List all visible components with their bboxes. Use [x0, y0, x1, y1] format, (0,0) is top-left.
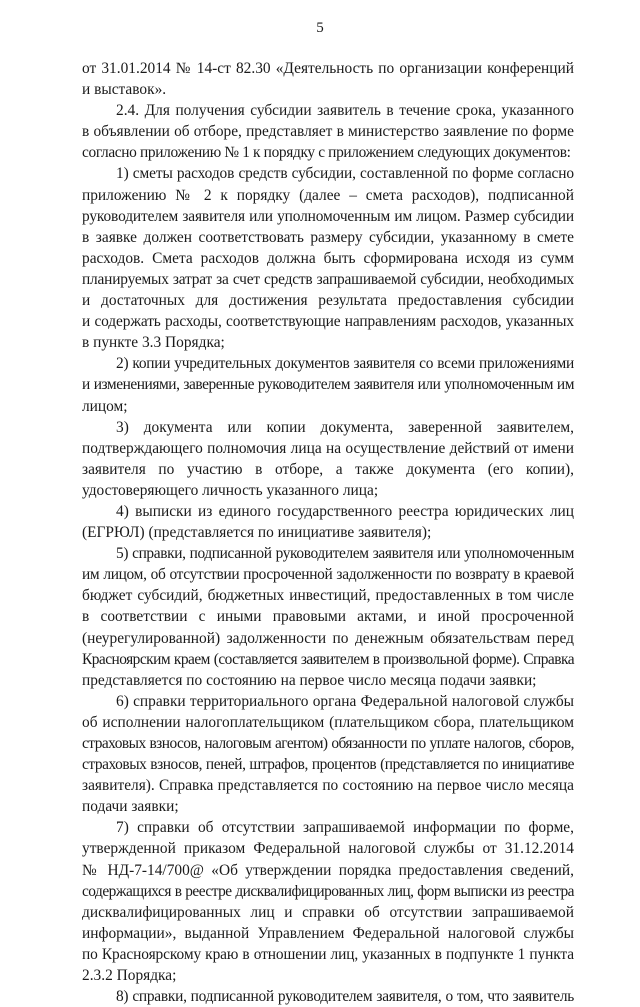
- text-line: 2.3.2 Порядка;: [82, 967, 177, 985]
- text-line: в объявлении об отборе, представляет в министерство заявление по форме: [82, 123, 574, 141]
- text-line: от 31.01.2014 № 14-ст 82.30 «Деятельность по организации конференций: [82, 60, 574, 77]
- text-line: приложению № 2 к порядку (далее – смета расходов), подписанной: [82, 186, 574, 204]
- text-line: № НД-7-14/700@ «Об утверждении порядка предоставления сведений,: [82, 861, 574, 879]
- text-line: подтверждающего полномочия лица на осуществление действий от имени: [82, 439, 574, 457]
- text-line: дисквалифицированных лиц и справки об отсутствии запрашиваемой: [82, 903, 574, 921]
- text-line: 6) справки территориального органа Федеральной налоговой службы: [116, 692, 574, 710]
- text-line: и достаточных для достижения результата предоставления субсидии: [82, 292, 574, 310]
- text-line: 7) справки об отсутствии запрашиваемой информации по форме,: [116, 819, 574, 837]
- text-line: заявителя по участию в отборе, а также документа (его копии),: [82, 460, 574, 478]
- text-line: подачи заявки;: [82, 798, 179, 816]
- text-line: об исполнении налогоплательщиком (плательщиком сбора, плательщиком: [82, 713, 574, 731]
- text-line: лицом;: [82, 397, 128, 415]
- text-line: руководителем заявителя или уполномоченным им лицом. Размер субсидии: [82, 207, 574, 225]
- text-line: заявителя). Справка представляется по состоянию на первое число месяца: [82, 777, 574, 795]
- text-line: содержащихся в реестре дисквалифицированных лиц, форм выписки из реестра: [82, 882, 574, 900]
- text-line: представляется по состоянию на первое число месяца подачи заявки;: [82, 671, 537, 689]
- text-line: 4) выписки из единого государственного реестра юридических лиц: [116, 502, 574, 520]
- text-line: 8) справки, подписанной руководителем заявителя, о том, что заявитель: [116, 988, 574, 1006]
- text-line: и выставок».: [82, 81, 167, 99]
- text-line: 2) копии учредительных документов заявителя со всеми приложениями: [116, 355, 574, 373]
- text-line: и содержать расходы, соответствующие направлениям расходов, указанных: [82, 313, 574, 331]
- text-line: в соответствии с иными правовыми актами, и иной просроченной: [82, 608, 574, 626]
- text-line: в заявке должен соответствовать размеру субсидии, указанному в смете: [82, 228, 574, 246]
- text-line: согласно приложению № 1 к порядку с приложением следующих документов:: [82, 144, 571, 162]
- page-number: 5: [316, 20, 324, 36]
- document-body: [82, 58, 574, 1007]
- text-line: (ЕГРЮЛ) (представляется по инициативе заявителя);: [82, 524, 432, 542]
- text-line: расходов. Смета расходов должна быть сформирована исходя из сумм: [82, 249, 574, 267]
- text-line: (неурегулированной) задолженности по денежным обязательствам перед: [82, 629, 574, 647]
- text-line: страховых взносов, налоговым агентом) обязанности по уплате налогов, сборов,: [82, 735, 574, 752]
- text-line: по Красноярскому краю в отношении лиц, указанных в подпункте 1 пункта: [82, 945, 574, 963]
- text-line: информации», выданной Управлением Федеральной налоговой службы: [82, 924, 574, 942]
- text-line: и изменениями, заверенные руководителем заявителя или уполномоченным им: [82, 376, 574, 394]
- text-line: страховых взносов, пеней, штрафов, процентов (представляется по инициативе: [82, 756, 574, 774]
- text-line: 5) справки, подписанной руководителем заявителя или уполномоченным: [116, 545, 574, 563]
- text-line: 3) документа или копии документа, заверенной заявителем,: [116, 418, 574, 436]
- text-line: планируемых затрат за счет средств запрашиваемой субсидии, необходимых: [82, 270, 574, 288]
- text-line: Красноярским краем (составляется заявителем в произвольной форме). Справка: [82, 650, 574, 668]
- text-line: бюджет субсидий, бюджетных инвестиций, предоставленных в том числе: [82, 587, 574, 605]
- text-line: 1) сметы расходов средств субсидии, составленной по форме согласно: [116, 165, 574, 183]
- text-line: им лицом, об отсутствии просроченной задолженности по возврату в краевой: [82, 566, 574, 584]
- text-line: 2.4. Для получения субсидии заявитель в течение срока, указанного: [116, 102, 574, 120]
- text-line: удостоверяющего личность указанного лица;: [82, 481, 379, 499]
- text-line: в пункте 3.3 Порядка;: [82, 334, 225, 352]
- text-line: утвержденной приказом Федеральной налоговой службы от 31.12.2014: [82, 840, 574, 858]
